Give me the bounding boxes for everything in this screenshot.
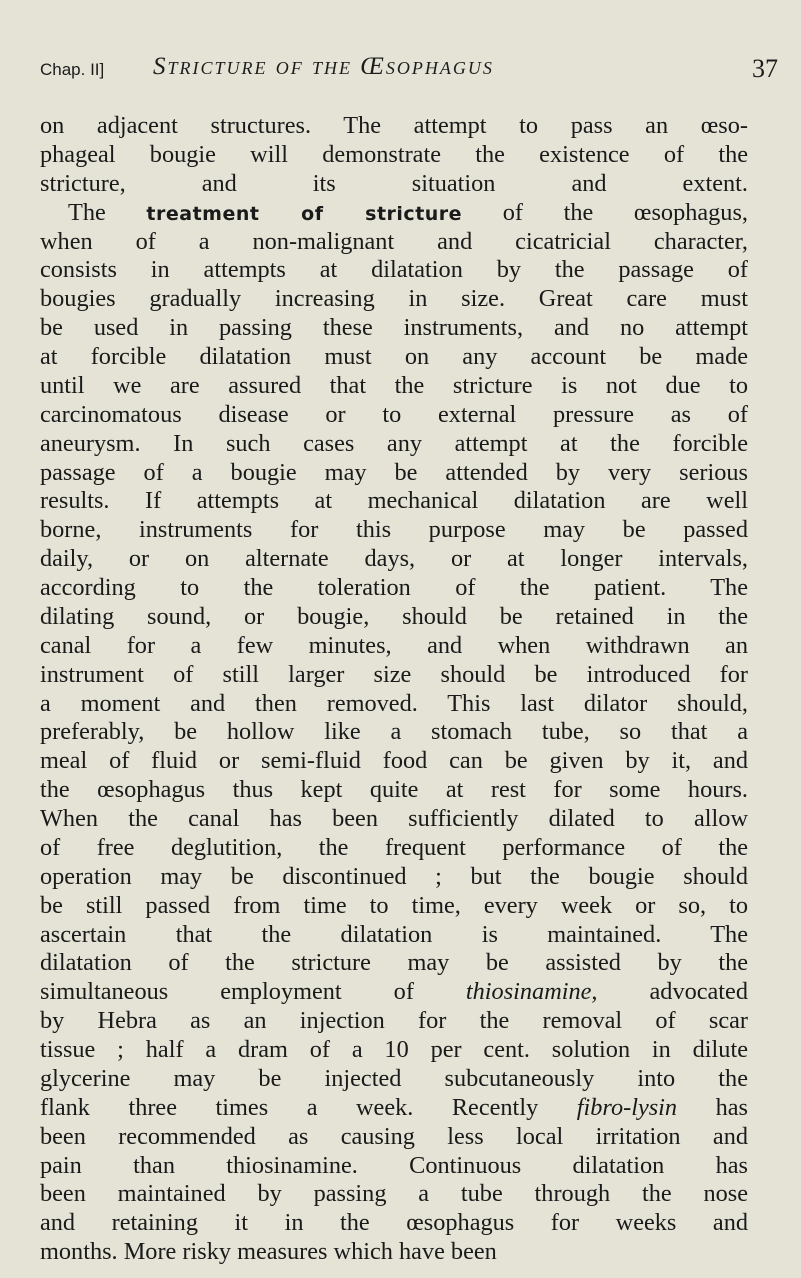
italic-term: thiosinamine, [465,978,598,1006]
text-line [40,343,748,372]
line-text: results. If attempts at mechanical dilatation are well [40,487,748,515]
page-header [28,50,778,86]
running-title: Stricture of the Œsophagus [153,53,494,80]
italic-term: fibro-lysin [576,1093,678,1121]
text-line [40,199,748,228]
text-line [40,430,748,459]
text-line [40,401,748,430]
line-text: The [68,198,147,226]
line-text: on adjacent structures. The attempt to pass an œso- [40,112,748,139]
text-line [40,921,748,950]
text-line [40,170,748,199]
line-text: has [677,1093,749,1121]
text-line [40,228,748,257]
line-text: and retaining it in the œsophagus for weeks and [40,1209,748,1237]
text-line [40,314,748,343]
text-line [40,545,748,574]
line-text: aneurysm. In such cases any attempt at the forcible [40,429,748,457]
line-text: consists in attempts at dilatation by the passage of [40,256,748,284]
line-text: at forcible dilatation must on any account be made [40,343,748,370]
page-number: 37 [752,54,778,83]
chapter-label: Chap. II] [40,60,105,79]
line-text: of free deglutition, the frequent performance of the [40,833,748,861]
bold-term: treatment of stricture [146,202,463,225]
line-text: been recommended as causing less local irritation and [40,1122,748,1150]
line-text: months. More risky measures which have been [40,1238,497,1266]
text-line [40,574,748,603]
line-text: operation may be discontinued ; but the bougie should [40,862,748,890]
line-text: by Hebra as an injection for the removal of scar [40,1007,748,1035]
text-line [40,459,748,488]
line-text: flank three times a week. Recently [40,1093,577,1121]
body-text [40,112,748,1267]
text-line [40,1238,748,1267]
text-line [40,1180,748,1209]
text-line [40,1123,748,1152]
text-line [40,863,748,892]
line-text: be still passed from time to time, every week or so, to [40,891,748,919]
text-line [40,603,748,632]
line-text: meal of fluid or semi-fluid food can be given by it, and [40,747,748,775]
line-text: dilating sound, or bougie, should be retained in the [40,602,748,630]
text-line [40,632,748,661]
text-line [40,805,748,834]
text-line [40,892,748,921]
line-text: phageal bougie will demonstrate the existence of the [40,140,748,168]
text-line [40,1152,748,1181]
line-text: carcinomatous disease or to external pressure as of [40,400,748,428]
line-text: the œsophagus thus kept quite at rest for some hours. [40,776,748,804]
line-text: pain than thiosinamine. Continuous dilatation has [40,1151,748,1179]
text-line [40,978,748,1007]
line-text: been maintained by passing a tube through the nose [40,1180,748,1208]
line-text: ascertain that the dilatation is maintained. The [40,920,748,948]
line-text: borne, instruments for this purpose may be passed [40,516,748,544]
line-text: preferably, be hollow like a stomach tube, so that a [40,718,748,746]
text-line [40,1094,748,1123]
text-line [40,1036,748,1065]
line-text: according to the toleration of the patient. The [40,574,748,601]
line-text: instrument of still larger size should be introduced for [40,660,748,688]
line-text: of the œsophagus, [462,198,748,226]
line-text: canal for a few minutes, and when withdrawn an [40,631,748,659]
text-line [40,661,748,690]
line-text: tissue ; half a dram of a 10 per cent. solution in dilute [40,1036,748,1063]
text-line [40,516,748,545]
line-text: advocated [597,978,748,1006]
text-line [40,834,748,863]
text-line [40,487,748,516]
text-line [40,1209,748,1238]
line-text: glycerine may be injected subcutaneously into the [40,1064,748,1092]
text-line [40,1007,748,1036]
line-text: stricture, and its situation and extent. [40,169,748,197]
text-line [40,747,748,776]
text-line [40,690,748,719]
line-text: when of a non-malignant and cicatricial character, [40,227,748,255]
line-text: simultaneous employment of [40,978,466,1006]
line-text: bougies gradually increasing in size. Great care must [40,285,748,313]
text-line [40,949,748,978]
text-line [40,256,748,285]
line-text: be used in passing these instruments, and no attempt [40,314,748,342]
line-text: until we are assured that the stricture is not due to [40,371,748,399]
text-line [40,372,748,401]
text-line [40,718,748,747]
line-text: daily, or on alternate days, or at longer intervals, [40,545,748,573]
line-text: passage of a bougie may be attended by very serious [40,458,748,486]
text-line [40,285,748,314]
text-line [40,112,748,141]
line-text: dilatation of the stricture may be assisted by the [40,949,748,977]
text-line [40,1065,748,1094]
line-text: When the canal has been sufficiently dilated to allow [40,805,748,832]
text-line [40,141,748,170]
text-line [40,776,748,805]
line-text: a moment and then removed. This last dilator should, [40,689,748,717]
